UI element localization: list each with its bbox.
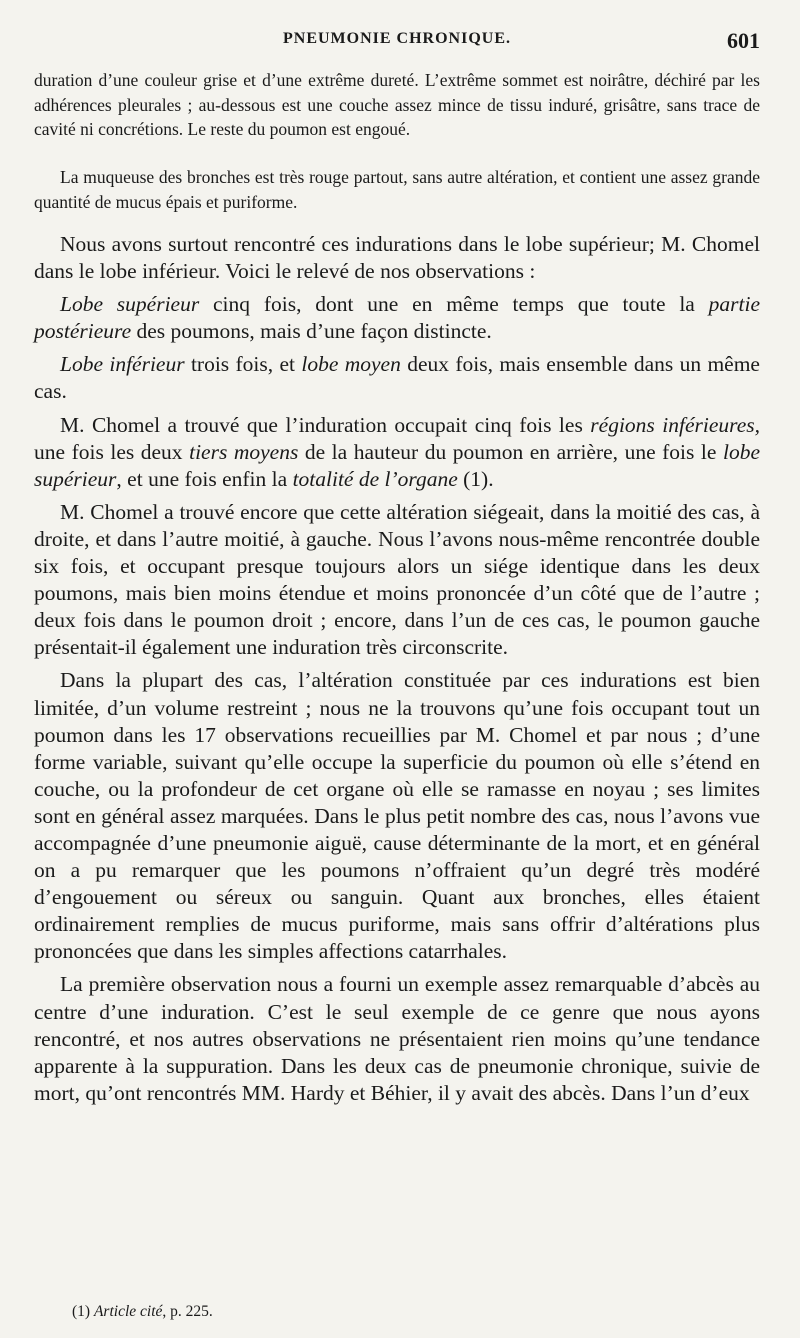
paragraph-6: Dans la plupart des cas, l’altération constituée par ces indurations est bien limitée, d’un volume restreint ; nous ne la trouvons qu’une fois occupant tout un poumon dans les 17 observations recueillies par M. Chomel et par nous ; d’une forme variable, suivant qu’elle occupe la superficie du poumon où elle s’étend en couche, ou la profondeur de cet organe où elle se ramasse en noyau ; ses limites sont en général assez marquées. Dans le plus petit nombre des cas, nous l’avons vue accompagnée d’une pneumonie aiguë, cause déterminante de la mort, et en général on a pu remarquer que les poumons n’offraient qu’un degré très modéré d’engouement ou séreux ou sanguin. Quant aux bronches, elles étaient ordinairement remplies de mucus puriforme, mais sans offrir d’altérations plus prononcées que dans les simples affections catarrhales. bbox=[34, 668, 760, 964]
paragraph-2 bbox=[34, 291, 760, 345]
small-paragraph-2: La muqueuse des bronches est très rouge partout, sans autre altération, et contient une assez grande quantité de mucus épais et puriforme. bbox=[34, 167, 760, 212]
text-span: de la hauteur du poumon en arrière, une fois le bbox=[298, 439, 723, 464]
small-text-block-2 bbox=[34, 165, 760, 214]
small-paragraph-1: duration d’une couleur grise et d’une extrême dureté. L’extrême sommet est noirâtre, déchiré par les adhérences pleurales ; au-dessous est une couche assez mince de tissu induré, grisâtre, sans trace de cavité ni concrétions. Le reste du poumon est engoué. bbox=[34, 70, 760, 139]
paragraph-5: M. Chomel a trouvé encore que cette altération siégeait, dans la moitié des cas, à droite, et dans l’autre moitié, à gauche. Nous l’avons nous-même rencontrée double six fois, et occupant presque toujours alors un siége identique dans les deux poumons, mais bien moins étendue et moins prononcée d’un côté que de l’autre ; deux fois dans le poumon droit ; encore, dans l’un de ces cas, le poumon gauche présentait-il également une induration très circonscrite. bbox=[34, 499, 760, 660]
footnote-text: , p. 225. bbox=[162, 1303, 213, 1320]
body-text bbox=[34, 231, 760, 1107]
paragraph-7: La première observation nous a fourni un exemple assez remarquable d’abcès au centre d’une induration. C’est le seul exemple de ce genre que nous ayons rencontré, et nos autres observations ne présentaient rien moins qu’une tendance apparente à la suppuration. Dans les deux cas de pneumonie chronique, suivie de mort, qu’ont rencontrés MM. Hardy et Béhier, il y avait des abcès. Dans l’un d’eux bbox=[34, 972, 760, 1105]
page-number: 601 bbox=[727, 28, 760, 53]
italic-span: lobe supérieur bbox=[34, 439, 761, 491]
running-title: PNEUMONIE CHRONIQUE. bbox=[282, 30, 511, 47]
page-header bbox=[34, 30, 760, 54]
italic-span: tiers moyens bbox=[189, 439, 299, 464]
paragraph-1: Nous avons surtout rencontré ces indurations dans le lobe supérieur; M. Chomel dans le lobe inférieur. Voici le relevé de nos observations : bbox=[34, 232, 760, 284]
footnote-marker: (1) bbox=[72, 1303, 94, 1320]
italic-span: Lobe supérieur bbox=[60, 292, 200, 317]
text-span: des poumons, mais d’une façon distincte. bbox=[131, 319, 492, 344]
small-text-block bbox=[34, 68, 760, 142]
italic-span: partie postérieure bbox=[34, 292, 760, 344]
text-span: une fois les deux bbox=[34, 439, 190, 464]
italic-span: totalité de l’organe bbox=[292, 466, 458, 491]
footnote bbox=[72, 1303, 213, 1321]
text-span: M. Chomel a trouvé que l’induration occupait cinq fois les bbox=[60, 412, 591, 437]
italic-span: lobe moyen bbox=[301, 352, 401, 377]
text-span: , et une fois enfin la bbox=[116, 466, 293, 491]
italic-span: Lobe inférieur bbox=[60, 352, 185, 377]
text-span: trois fois, et bbox=[184, 352, 302, 377]
paragraph-3 bbox=[34, 351, 760, 405]
italic-span: régions inférieures, bbox=[590, 412, 760, 437]
text-span: cinq fois, dont une en même temps que toute la bbox=[199, 292, 709, 317]
text-span: deux fois, mais ensemble dans un même cas. bbox=[34, 352, 760, 404]
footnote-citation: Article cité bbox=[93, 1303, 163, 1320]
paragraph-4 bbox=[34, 412, 760, 493]
text-span: (1). bbox=[457, 466, 494, 491]
